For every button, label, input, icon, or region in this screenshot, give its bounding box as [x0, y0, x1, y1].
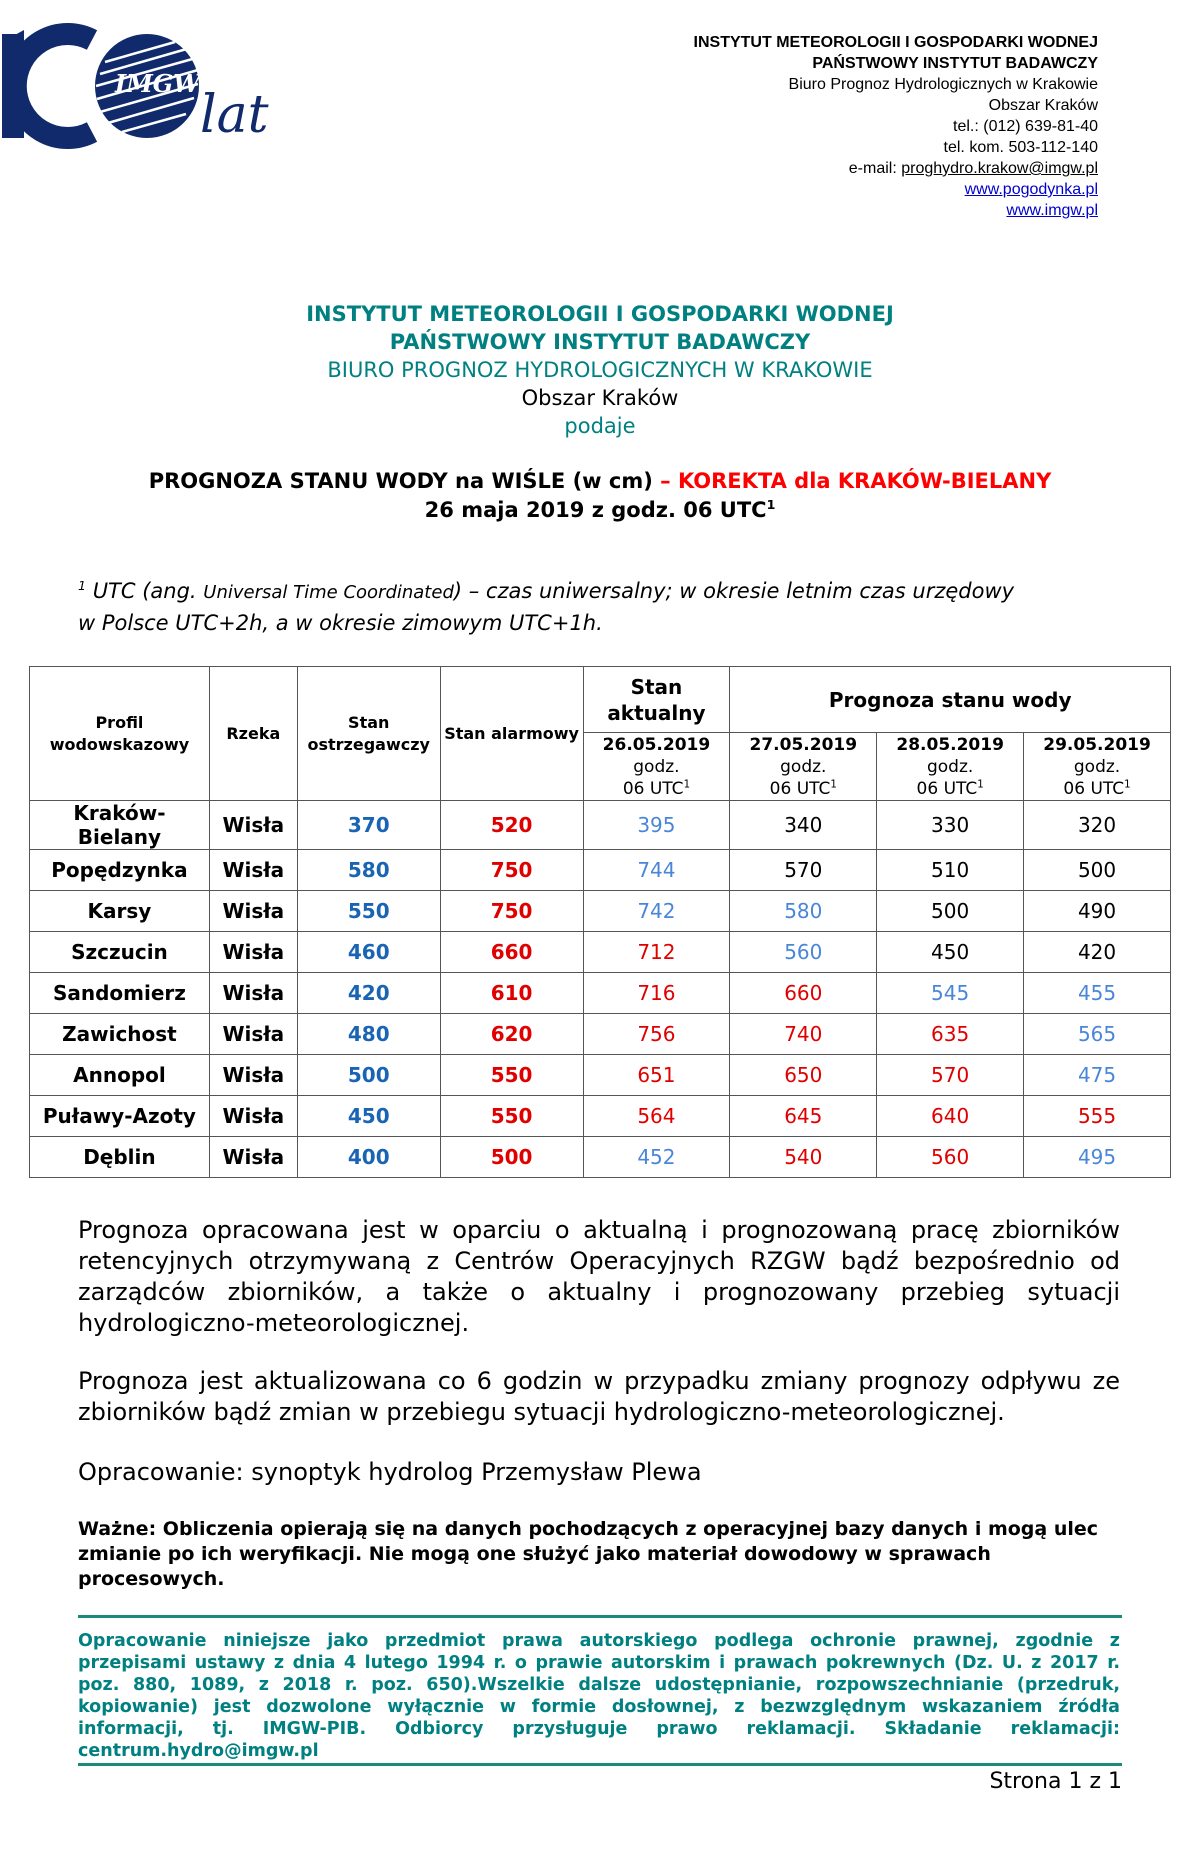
water-level-value: 580: [730, 891, 877, 932]
alarm-level: 500: [440, 1137, 583, 1178]
imgw-100-lat-logo: [0, 22, 280, 152]
water-level-value: 455: [1024, 973, 1171, 1014]
station-name: Zawichost: [30, 1014, 210, 1055]
col-header-ostrzegawczy: Stan ostrzegawczy: [297, 667, 440, 801]
contact-tel-kom: tel. kom. 503-112-140: [943, 139, 1098, 156]
station-name: Puławy-Azoty: [30, 1096, 210, 1137]
water-level-value: 650: [730, 1055, 877, 1096]
water-level-value: 742: [583, 891, 730, 932]
date-header-1: [730, 733, 877, 801]
table-row: [30, 801, 1171, 850]
river-name: Wisła: [209, 850, 297, 891]
table-row: [30, 891, 1171, 932]
station-name: Karsy: [30, 891, 210, 932]
col-header-rzeka: Rzeka: [209, 667, 297, 801]
alarm-level: 520: [440, 801, 583, 850]
date-value: 27.05.2019: [749, 734, 858, 755]
table-row: [30, 1055, 1171, 1096]
date-godz: godz.: [1073, 756, 1121, 777]
warning-level: 500: [297, 1055, 440, 1096]
river-name: Wisła: [209, 1096, 297, 1137]
date-header-3: [1024, 733, 1171, 801]
water-level-value: 475: [1024, 1055, 1171, 1096]
river-name: Wisła: [209, 801, 297, 850]
river-name: Wisła: [209, 1014, 297, 1055]
water-level-value: 500: [877, 891, 1024, 932]
warning-level: 450: [297, 1096, 440, 1137]
footnote-part-a: UTC (ang.: [86, 579, 204, 603]
paragraph-methodology: Prognoza opracowana jest w oparciu o aktualną i prognozowaną pracę zbiorników retencyjnych otrzymywaną z Centrów Operacyjnych RZGW bądź bezpośrednio od zarządców zbiorników, a także o aktualny i prognozowany przebieg sytuacji hydrologiczno-meteorologicznej.: [78, 1216, 1120, 1337]
alarm-level: 610: [440, 973, 583, 1014]
water-level-value: 565: [1024, 1014, 1171, 1055]
water-level-value: 450: [877, 932, 1024, 973]
header-office: BIURO PROGNOZ HYDROLOGICZNYCH W KRAKOWIE: [327, 358, 873, 382]
water-level-value: 320: [1024, 801, 1171, 850]
contact-area: Obszar Kraków: [988, 97, 1098, 114]
contact-institute-type: PAŃSTWOWY INSTYTUT BADAWCZY: [812, 55, 1098, 72]
river-name: Wisła: [209, 973, 297, 1014]
contact-office: Biuro Prognoz Hydrologicznych w Krakowie: [788, 76, 1098, 93]
date-utc-mark: 1: [830, 778, 837, 790]
water-level-value: 660: [730, 973, 877, 1014]
contact-email-label: e-mail:: [848, 160, 902, 177]
date-utc-mark: 1: [683, 778, 691, 790]
link-pogodynka[interactable]: www.pogodynka.pl: [964, 181, 1098, 198]
col-header-prognoza: Prognoza stanu wody: [730, 667, 1171, 733]
water-level-value: 716: [583, 973, 730, 1014]
date-godz: godz.: [633, 756, 680, 777]
date-value: 28.05.2019: [896, 734, 1004, 755]
footnote-part-b: Universal Time Coordinated: [203, 582, 454, 603]
station-name: Sandomierz: [30, 973, 210, 1014]
logo-imgw-text: IMGW: [115, 69, 201, 98]
water-level-value: 340: [730, 801, 877, 850]
water-level-value: 645: [730, 1096, 877, 1137]
water-level-value: 510: [877, 850, 1024, 891]
forecast-table: [29, 666, 1171, 1178]
footnote-mark: 1: [78, 578, 87, 593]
header-podaje: podaje: [564, 414, 636, 438]
water-level-value: 740: [730, 1014, 877, 1055]
warning-level: 370: [297, 801, 440, 850]
col-header-alarmowy: Stan alarmowy: [440, 667, 583, 801]
date-value: 26.05.2019: [602, 734, 711, 755]
river-name: Wisła: [209, 891, 297, 932]
contact-institute: INSTYTUT METEOROLOGII I GOSPODARKI WODNEJ: [693, 34, 1098, 51]
important-notice: Ważne: Obliczenia opierają się na danych pochodzących z operacyjnej bazy danych i mogą ulec zmianie po ich weryfikacji. Nie mogą one służyć jako materiał dowodowy w sprawach procesowych.: [78, 1518, 1099, 1590]
water-level-value: 500: [1024, 850, 1171, 891]
water-level-value: 495: [1024, 1137, 1171, 1178]
warning-level: 400: [297, 1137, 440, 1178]
date-header-0: [583, 733, 730, 801]
date-utc-text: 06 UTC: [1063, 778, 1125, 799]
date-utc-text: 06 UTC: [769, 778, 831, 799]
alarm-level: 550: [440, 1096, 583, 1137]
date-godz: godz.: [780, 756, 827, 777]
contact-tel: tel.: (012) 639-81-40: [953, 118, 1098, 135]
date-value: 29.05.2019: [1043, 734, 1151, 755]
contact-email-link[interactable]: proghydro.krakow@imgw.pl: [901, 160, 1098, 177]
station-name: Annopol: [30, 1055, 210, 1096]
water-level-value: 564: [583, 1096, 730, 1137]
table-row: [30, 932, 1171, 973]
forecast-title: [0, 467, 1200, 525]
footnote-part-c: ) – czas uniwersalny; w okresie letnim czas urzędowy: [453, 579, 1015, 603]
table-row: [30, 1137, 1171, 1178]
water-level-value: 420: [1024, 932, 1171, 973]
table-row: [30, 1096, 1171, 1137]
water-level-value: 712: [583, 932, 730, 973]
title-main: PROGNOZA STANU WODY na WIŚLE (w cm): [148, 469, 661, 493]
date-utc-mark: 1: [977, 778, 984, 790]
date-utc-text: 06 UTC: [622, 778, 684, 799]
header-institute: INSTYTUT METEOROLOGII I GOSPODARKI WODNEJ: [306, 302, 894, 326]
water-level-value: 640: [877, 1096, 1024, 1137]
water-level-value: 555: [1024, 1096, 1171, 1137]
alarm-level: 550: [440, 1055, 583, 1096]
warning-level: 420: [297, 973, 440, 1014]
station-name: Kraków-Bielany: [30, 801, 210, 850]
table-row: [30, 1014, 1171, 1055]
header-area: Obszar Kraków: [521, 386, 679, 410]
warning-level: 580: [297, 850, 440, 891]
water-level-value: 570: [730, 850, 877, 891]
water-level-value: 570: [877, 1055, 1024, 1096]
station-name: Szczucin: [30, 932, 210, 973]
date-godz: godz.: [926, 756, 974, 777]
warning-level: 460: [297, 932, 440, 973]
table-row: [30, 973, 1171, 1014]
divider-bottom: [78, 1763, 1122, 1766]
alarm-level: 660: [440, 932, 583, 973]
contact-block: [694, 32, 1098, 221]
footnote-part-d: w Polsce UTC+2h, a w okresie zimowym UTC+1h.: [78, 611, 603, 635]
title-footnote-mark: 1: [766, 497, 776, 512]
river-name: Wisła: [209, 1055, 297, 1096]
date-utc-text: 06 UTC: [916, 778, 978, 799]
contact-email-line: [694, 158, 1098, 179]
water-level-value: 452: [583, 1137, 730, 1178]
river-name: Wisła: [209, 1137, 297, 1178]
water-level-value: 545: [877, 973, 1024, 1014]
document-header: [0, 300, 1200, 440]
date-utc-mark: 1: [1124, 778, 1131, 790]
title-date: 26 maja 2019 z godz. 06 UTC: [424, 498, 767, 522]
table-row: [30, 850, 1171, 891]
station-name: Popędzynka: [30, 850, 210, 891]
page-number: Strona 1 z 1: [989, 1769, 1122, 1794]
water-level-value: 330: [877, 801, 1024, 850]
link-imgw[interactable]: www.imgw.pl: [1006, 202, 1098, 219]
logo-lat-text: lat: [200, 85, 269, 145]
water-level-value: 540: [730, 1137, 877, 1178]
date-utc: [586, 778, 728, 800]
utc-footnote: [78, 576, 1128, 638]
title-correction: – KOREKTA dla KRAKÓW-BIELANY: [660, 469, 1052, 493]
water-level-value: 560: [877, 1137, 1024, 1178]
header-institute-type: PAŃSTWOWY INSTYTUT BADAWCZY: [389, 330, 811, 354]
date-utc: [732, 778, 874, 800]
alarm-level: 750: [440, 891, 583, 932]
water-level-value: 651: [583, 1055, 730, 1096]
col-header-profil: Profil wodowskazowy: [30, 667, 210, 801]
river-name: Wisła: [209, 932, 297, 973]
water-level-value: 635: [877, 1014, 1024, 1055]
date-header-2: [877, 733, 1024, 801]
date-utc: [1026, 778, 1168, 800]
water-level-value: 490: [1024, 891, 1171, 932]
warning-level: 480: [297, 1014, 440, 1055]
paragraph-update: Prognoza jest aktualizowana co 6 godzin w przypadku zmiany prognozy odpływu ze zbiorników bądź zmian w przebiegu sytuacji hydrologiczno-meteorologicznej.: [78, 1367, 1120, 1426]
col-header-aktualny: Stan aktualny: [583, 667, 730, 733]
date-utc: [879, 778, 1021, 800]
copyright-notice: Opracowanie niniejsze jako przedmiot prawa autorskiego podlega ochronie prawnej, zgodnie z przepisami ustawy z dnia 4 lutego 1994 r. o prawie autorskim i prawach pokrewnych (Dz. U. z 2017 r. poz. 880, 1089, z 2018 r. poz. 650).Wszelkie dalsze udostępnianie, rozpowszechnianie (przedruk, kopiowanie) jest dozwolone wyłącznie w formie dosłownej, z bezwzględnym wskazaniem źródła informacji, tj. IMGW-PIB. Odbiorcy przysługuje prawo reklamacji. Składanie reklamacji: centrum.hydro@imgw.pl: [78, 1631, 1120, 1761]
divider-top: [78, 1615, 1122, 1618]
water-level-value: 560: [730, 932, 877, 973]
station-name: Dęblin: [30, 1137, 210, 1178]
alarm-level: 750: [440, 850, 583, 891]
water-level-value: 395: [583, 801, 730, 850]
alarm-level: 620: [440, 1014, 583, 1055]
water-level-value: 744: [583, 850, 730, 891]
water-level-value: 756: [583, 1014, 730, 1055]
warning-level: 550: [297, 891, 440, 932]
paragraph-author: Opracowanie: synoptyk hydrolog Przemysław Plewa: [78, 1458, 702, 1486]
